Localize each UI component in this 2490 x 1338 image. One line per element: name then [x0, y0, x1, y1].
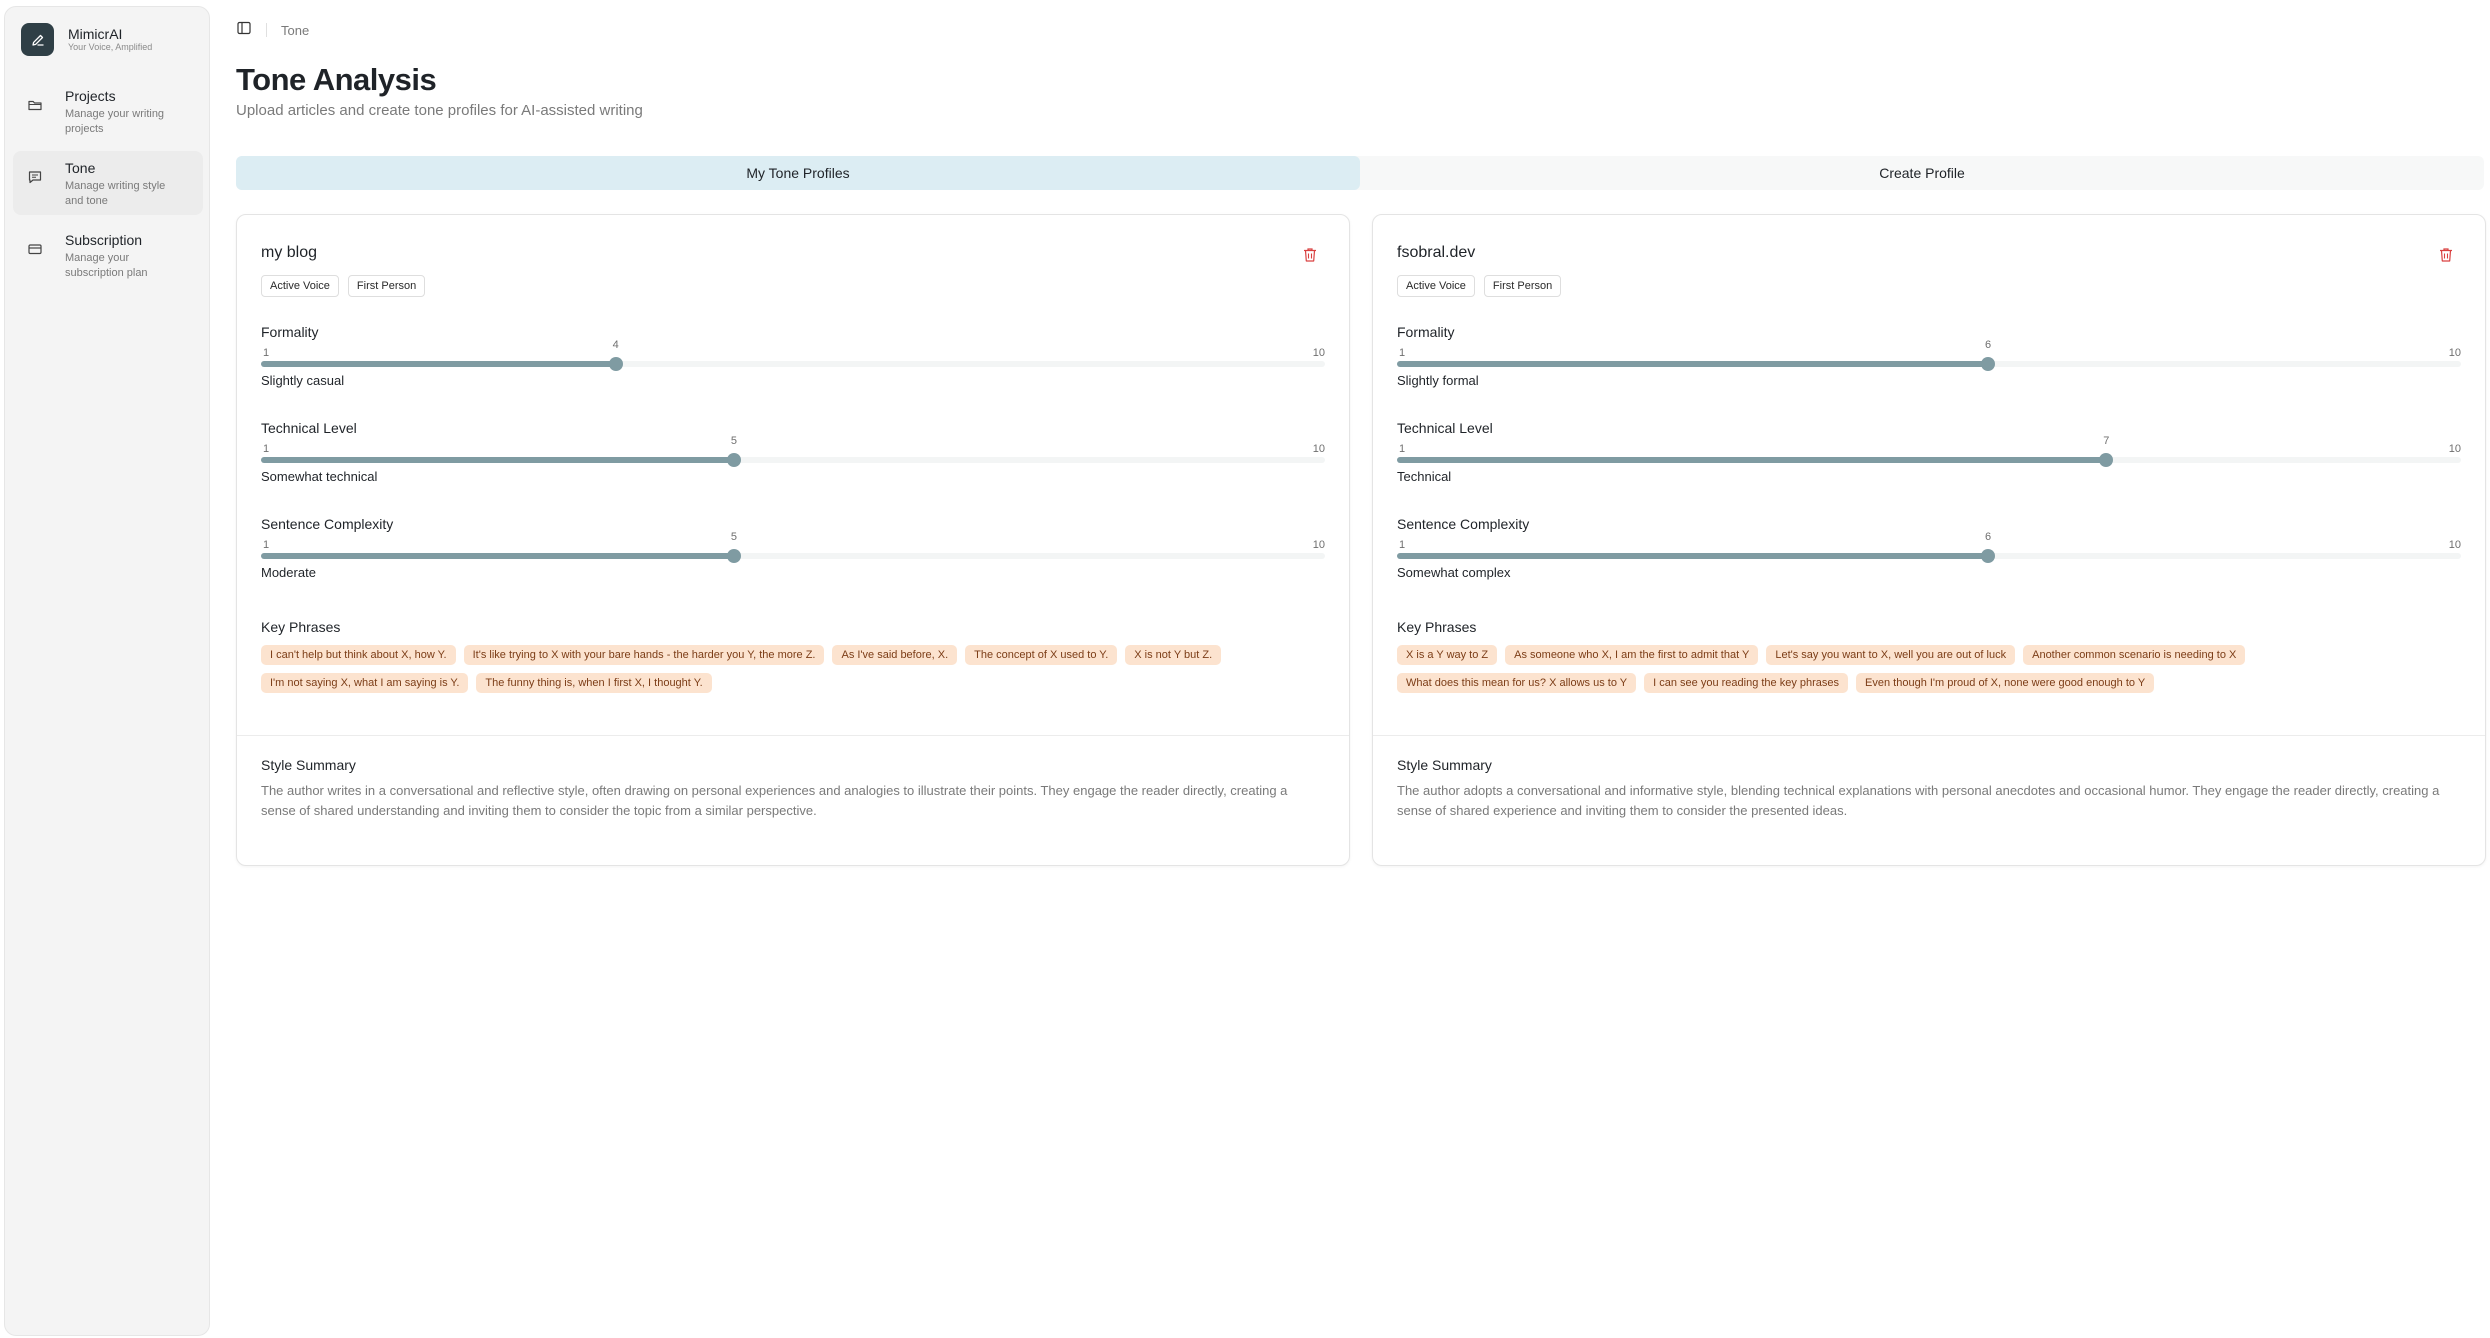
- style-summary-text: The author writes in a conversational and reflective style, often drawing on personal experiences and analogies to illustrate their points. They engage the reader directly, creating a sense of shared understanding and inviting them to consider the topic from a similar perspective.: [261, 783, 1288, 818]
- scale-min: 1: [1399, 443, 1406, 455]
- metrics: [1397, 323, 2461, 611]
- key-phrase-chip: Let's say you want to X, well you are out of luck: [1766, 645, 2015, 665]
- slider-thumb[interactable]: [609, 357, 623, 371]
- tag-chip: First Person: [348, 275, 425, 297]
- card-divider: [237, 735, 1349, 736]
- sidebar-item-projects[interactable]: [13, 79, 203, 143]
- key-phrase-chip: X is not Y but Z.: [1125, 645, 1221, 665]
- key-phrase-chip: Another common scenario is needing to X: [2023, 645, 2245, 665]
- sidebar-item-label: Subscription: [65, 232, 143, 248]
- metric-description: Slightly casual: [261, 373, 345, 388]
- slider-fill: [261, 553, 734, 559]
- metric-label: Technical Level: [261, 420, 357, 436]
- metric-description: Moderate: [261, 565, 316, 580]
- key-phrases-label: Key Phrases: [261, 619, 341, 635]
- slider-fill: [1397, 457, 2106, 463]
- tab-my-tone-profiles[interactable]: My Tone Profiles: [236, 156, 1360, 190]
- scale-min: 1: [263, 347, 270, 359]
- key-phrase-chip: The funny thing is, when I first X, I thought Y.: [476, 673, 711, 693]
- tag-chip: First Person: [1484, 275, 1561, 297]
- metric-description: Somewhat complex: [1397, 565, 1511, 580]
- tag-chip: Active Voice: [261, 275, 339, 297]
- slider-thumb[interactable]: [727, 549, 741, 563]
- style-summary-label: Style Summary: [261, 757, 356, 773]
- scale-max: 10: [1312, 347, 1325, 359]
- slider-thumb[interactable]: [1981, 357, 1995, 371]
- message-icon: [27, 169, 43, 185]
- metric-slider[interactable]: [261, 341, 1325, 373]
- profile-tabs: [236, 156, 2484, 190]
- metric-slider[interactable]: [1397, 437, 2461, 469]
- metric-slider[interactable]: [261, 437, 1325, 469]
- slider-thumb[interactable]: [1981, 549, 1995, 563]
- delete-profile-button[interactable]: [2439, 247, 2453, 263]
- style-summary: [261, 757, 1325, 821]
- delete-profile-button[interactable]: [1303, 247, 1317, 263]
- credit-card-icon: [27, 241, 43, 257]
- scale-min: 1: [1399, 539, 1406, 551]
- scale-max: 10: [1312, 539, 1325, 551]
- slider-fill: [261, 361, 616, 367]
- sidebar-nav: [13, 79, 203, 295]
- sidebar-toggle-icon[interactable]: [236, 20, 252, 41]
- card-divider: [1373, 735, 2485, 736]
- metric-label: Formality: [1397, 324, 1455, 340]
- key-phrase-chip: X is a Y way to Z: [1397, 645, 1497, 665]
- slider-fill: [1397, 361, 1988, 367]
- metric-sentence-complexity: [261, 515, 1325, 611]
- metric-label: Formality: [261, 324, 319, 340]
- slider-thumb[interactable]: [727, 453, 741, 467]
- page-subtitle: Upload articles and create tone profiles for AI-assisted writing: [236, 102, 643, 119]
- pen-icon: [21, 23, 54, 56]
- tab-create-profile[interactable]: Create Profile: [1879, 165, 1965, 181]
- key-phrase-chip: Even though I'm proud of X, none were good enough to Y: [1856, 673, 2154, 693]
- profile-name: my blog: [261, 244, 318, 261]
- metric-slider[interactable]: [261, 533, 1325, 565]
- scale-min: 1: [263, 539, 270, 551]
- sidebar-item-label: Projects: [65, 88, 116, 104]
- slider-value: 5: [730, 531, 737, 543]
- key-phrases-label: Key Phrases: [1397, 619, 1477, 635]
- key-phrase-chip: As someone who X, I am the first to admit that Y: [1505, 645, 1758, 665]
- sidebar: [4, 6, 210, 1336]
- tag-chip: Active Voice: [1397, 275, 1475, 297]
- metric-formality: [1397, 323, 2461, 419]
- key-phrase-chip: As I've said before, X.: [832, 645, 957, 665]
- metric-sentence-complexity: [1397, 515, 2461, 611]
- metric-description: Slightly formal: [1397, 373, 1479, 388]
- key-phrases: [261, 645, 1325, 693]
- slider-thumb[interactable]: [2099, 453, 2113, 467]
- slider-value: 4: [612, 339, 619, 351]
- slider-fill: [1397, 553, 1988, 559]
- style-summary-text: The author adopts a conversational and informative style, blending technical explanations with personal anecdotes and occasional humor. They engage the reader directly, creating a sense of shared experience and inviting them to consider the presented ideas.: [1397, 783, 2440, 818]
- scale-max: 10: [2448, 443, 2461, 455]
- slider-value: 5: [730, 435, 737, 447]
- profile-card: [236, 214, 1350, 866]
- slider-value: 7: [2103, 435, 2110, 447]
- profile-tags: [261, 275, 1325, 297]
- metric-slider[interactable]: [1397, 341, 2461, 373]
- brand[interactable]: [21, 23, 152, 56]
- profile-tags: [1397, 275, 2461, 297]
- style-summary: [1397, 757, 2461, 821]
- metric-label: Sentence Complexity: [261, 516, 394, 532]
- slider-value: 6: [1985, 531, 1992, 543]
- scale-min: 1: [1399, 347, 1406, 359]
- breadcrumb[interactable]: Tone: [281, 22, 310, 38]
- slider-fill: [261, 457, 734, 463]
- trash-icon: [2439, 247, 2453, 263]
- metric-label: Technical Level: [1397, 420, 1493, 436]
- key-phrase-chip: The concept of X used to Y.: [965, 645, 1117, 665]
- topbar-divider: [266, 23, 267, 37]
- sidebar-item-subscription[interactable]: [13, 223, 203, 287]
- metric-description: Somewhat technical: [261, 469, 378, 484]
- profile-name: fsobral.dev: [1397, 244, 1476, 261]
- trash-icon: [1303, 247, 1317, 263]
- topbar: [236, 20, 309, 40]
- key-phrases: [1397, 645, 2461, 693]
- page-title: Tone Analysis: [236, 62, 437, 97]
- scale-max: 10: [2448, 539, 2461, 551]
- scale-max: 10: [1312, 443, 1325, 455]
- metric-slider[interactable]: [1397, 533, 2461, 565]
- metric-technical-level: [261, 419, 1325, 515]
- metric-label: Sentence Complexity: [1397, 516, 1530, 532]
- key-phrase-chip: I can't help but think about X, how Y.: [261, 645, 456, 665]
- key-phrase-chip: It's like trying to X with your bare hands - the harder you Y, the more Z.: [464, 645, 825, 665]
- key-phrase-chip: What does this mean for us? X allows us to Y: [1397, 673, 1636, 693]
- sidebar-item-desc: Manage your writing projects: [65, 108, 165, 135]
- metric-formality: [261, 323, 1325, 419]
- sidebar-item-tone[interactable]: [13, 151, 203, 215]
- folder-icon: [27, 97, 43, 113]
- key-phrase-chip: I'm not saying X, what I am saying is Y.: [261, 673, 468, 693]
- sidebar-item-label: Tone: [65, 160, 96, 176]
- scale-min: 1: [263, 443, 270, 455]
- sidebar-item-desc: Manage your subscription plan: [65, 252, 148, 279]
- scale-max: 10: [2448, 347, 2461, 359]
- sidebar-item-desc: Manage writing style and tone: [65, 180, 166, 207]
- key-phrase-chip: I can see you reading the key phrases: [1644, 673, 1848, 693]
- brand-name: MimicrAI: [68, 26, 123, 42]
- style-summary-label: Style Summary: [1397, 757, 1492, 773]
- slider-value: 6: [1985, 339, 1992, 351]
- brand-tagline: Your Voice, Amplified: [68, 42, 153, 52]
- metric-description: Technical: [1397, 469, 1452, 484]
- profile-card: [1372, 214, 2486, 866]
- metric-technical-level: [1397, 419, 2461, 515]
- metrics: [261, 323, 1325, 611]
